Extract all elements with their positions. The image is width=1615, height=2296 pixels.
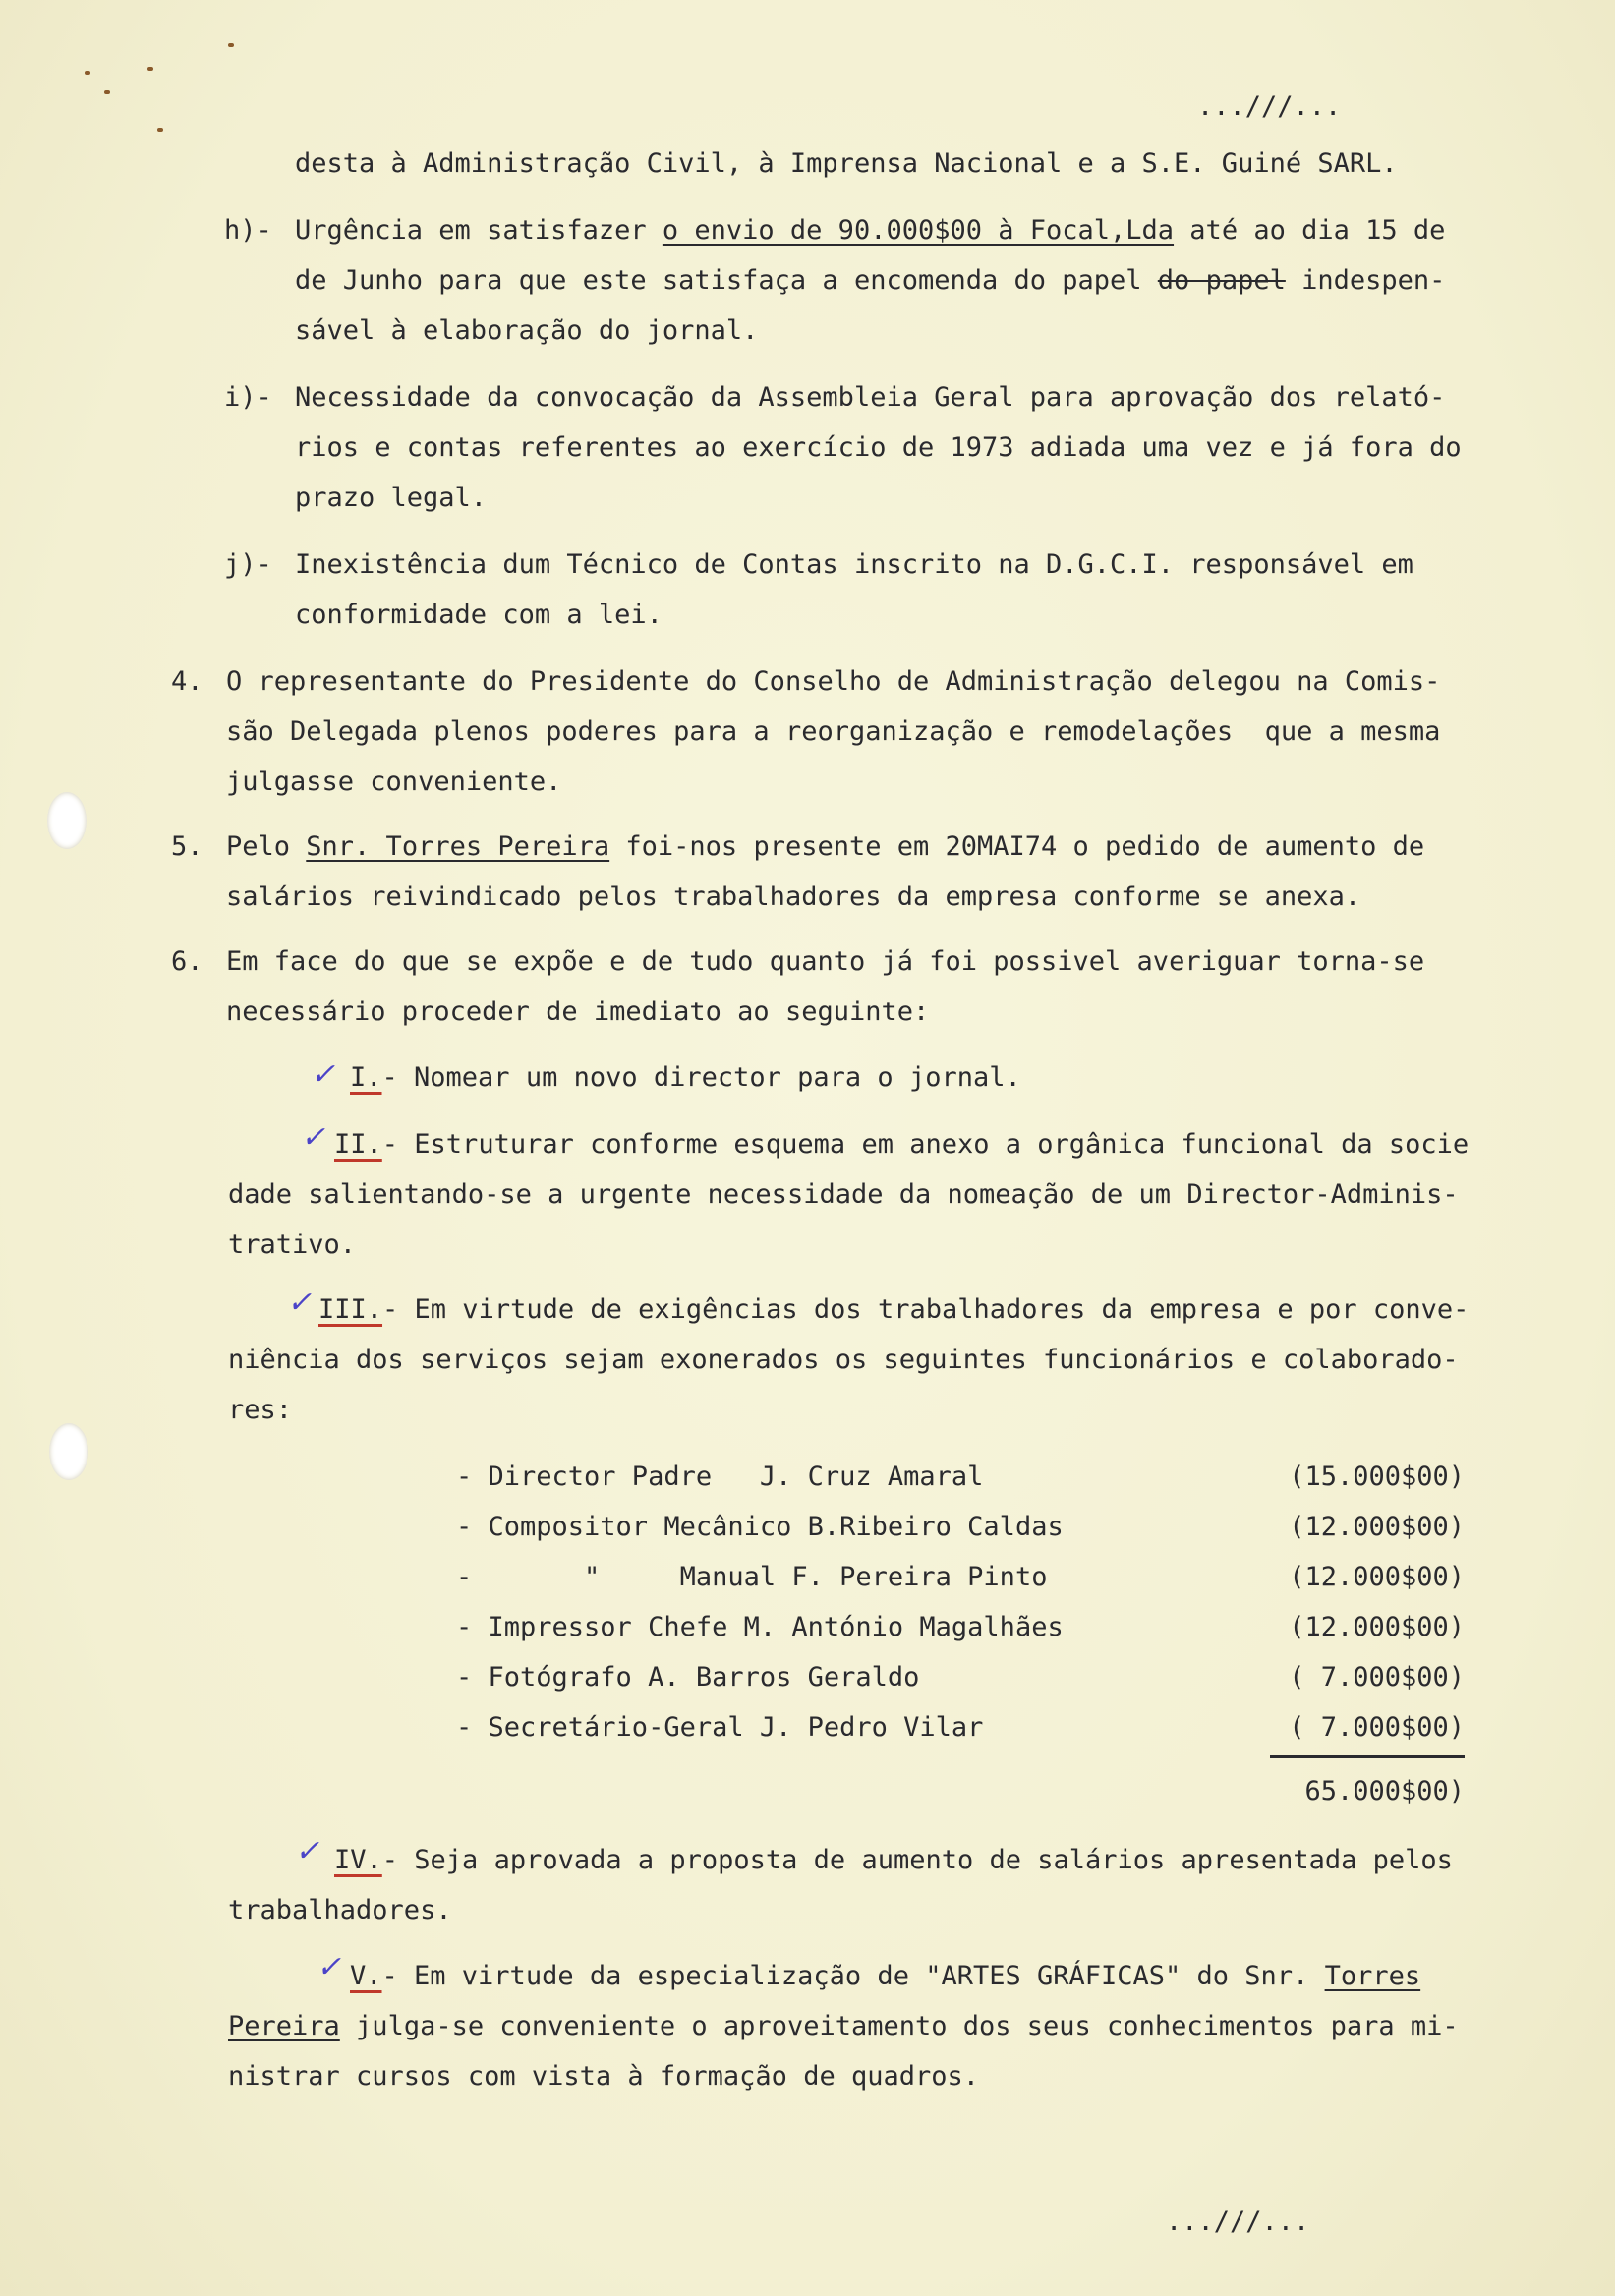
stain-speck <box>85 71 90 75</box>
punch-hole-top <box>47 792 87 849</box>
header-continuation-mark: ...///... <box>1197 91 1342 122</box>
sub-II-line1: II.- Estruturar conforme esquema em anexo a orgânica funcional da socie <box>334 1129 1470 1160</box>
item-i-line3: prazo legal. <box>295 483 488 513</box>
sub-I: I.- Nomear um novo director para o jornal. <box>350 1062 1021 1093</box>
item-j-label: j)- <box>224 549 272 580</box>
staff-amount: ( 7.000$00) <box>1289 1712 1465 1743</box>
punch-hole-bottom <box>49 1423 88 1480</box>
staff-total: 65.000$00) <box>1304 1776 1465 1807</box>
staff-name: - Director Padre J. Cruz Amaral <box>456 1462 984 1492</box>
staff-amount: (12.000$00) <box>1289 1612 1465 1642</box>
staff-amount: (12.000$00) <box>1289 1512 1465 1542</box>
sum-rule <box>1270 1755 1465 1758</box>
sub-IV-line1: IV.- Seja aprovada a proposta de aumento de salários apresentada pelos <box>334 1845 1453 1875</box>
staff-name: - Compositor Mecânico B.Ribeiro Caldas <box>456 1512 1064 1542</box>
checkmark-icon: ✓ <box>317 1950 342 1984</box>
item-h-line3: sável à elaboração do jornal. <box>295 316 759 346</box>
footer-continuation-mark: ...///... <box>1166 2207 1310 2237</box>
sub-III-line2: niência dos serviços sejam exonerados os seguintes funcionários e colaborado- <box>228 1345 1459 1375</box>
para-4-number: 4. <box>171 666 203 697</box>
stain-speck <box>228 43 234 47</box>
sub-V-line2: Pereira julga-se conveniente o aproveitamento dos seus conhecimentos para mi- <box>228 2011 1459 2041</box>
item-j-line2: conformidade com a lei. <box>295 600 663 630</box>
para-5-line2: salários reivindicado pelos trabalhadores da empresa conforme se anexa. <box>226 882 1361 912</box>
para-4-line3: julgasse conveniente. <box>226 767 562 797</box>
sub-II-line2: dade salientando-se a urgente necessidade da nomeação de um Director-Adminis- <box>228 1179 1459 1210</box>
staff-name: - Fotógrafo A. Barros Geraldo <box>456 1662 920 1693</box>
line-h-continuation: desta à Administração Civil, à Imprensa Nacional e a S.E. Guiné SARL. <box>295 148 1398 179</box>
item-h-label: h)- <box>224 215 272 246</box>
checkmark-icon: ✓ <box>301 1120 326 1155</box>
para-6-line2: necessário proceder de imediato ao seguinte: <box>226 997 930 1027</box>
sub-II-line3: trativo. <box>228 1230 357 1260</box>
para-4-line1: O representante do Presidente do Conselho de Administração delegou na Comis- <box>226 666 1441 697</box>
staff-amount: ( 7.000$00) <box>1289 1662 1465 1693</box>
para-5-number: 5. <box>171 832 203 862</box>
para-4-line2: são Delegada plenos poderes para a reorganização e remodelações que a mesma <box>226 717 1441 747</box>
item-h-line2: de Junho para que este satisfaça a encomenda do papel do papel indespen- <box>295 265 1446 296</box>
checkmark-icon: ✓ <box>287 1286 313 1320</box>
stain-speck <box>104 90 110 94</box>
item-i-label: i)- <box>224 382 272 413</box>
para-6-number: 6. <box>171 947 203 977</box>
para-5-line1: Pelo Snr. Torres Pereira foi-nos presente em 20MAI74 o pedido de aumento de <box>226 832 1425 862</box>
item-i-line2: rios e contas referentes ao exercício de 1973 adiada uma vez e já fora do <box>295 432 1462 463</box>
para-6-line1: Em face do que se expõe e de tudo quanto já foi possivel averiguar torna-se <box>226 947 1425 977</box>
staff-name: - " Manual F. Pereira Pinto <box>456 1562 1048 1592</box>
staff-name: - Impressor Chefe M. António Magalhães <box>456 1612 1064 1642</box>
sub-IV-line2: trabalhadores. <box>228 1895 452 1925</box>
staff-amount: (15.000$00) <box>1289 1462 1465 1492</box>
stain-speck <box>157 128 163 132</box>
staff-amount: (12.000$00) <box>1289 1562 1465 1592</box>
item-j-line1: Inexistência dum Técnico de Contas inscrito na D.G.C.I. responsável em <box>295 549 1413 580</box>
sub-V-line3: nistrar cursos com vista à formação de quadros. <box>228 2061 980 2092</box>
checkmark-icon: ✓ <box>311 1058 336 1092</box>
item-h-line1: Urgência em satisfazer o envio de 90.000$00 à Focal,Lda até ao dia 15 de <box>295 215 1446 246</box>
sub-III-line1: III.- Em virtude de exigências dos trabalhadores da empresa e por conve- <box>318 1294 1470 1325</box>
sub-III-line3: res: <box>228 1395 293 1425</box>
stain-speck <box>147 67 153 71</box>
staff-name: - Secretário-Geral J. Pedro Vilar <box>456 1712 984 1743</box>
item-i-line1: Necessidade da convocação da Assembleia Geral para aprovação dos relató- <box>295 382 1446 413</box>
sub-V-line1: V.- Em virtude da especialização de "ARTES GRÁFICAS" do Snr. Torres <box>350 1961 1421 1991</box>
checkmark-icon: ✓ <box>295 1834 320 1868</box>
